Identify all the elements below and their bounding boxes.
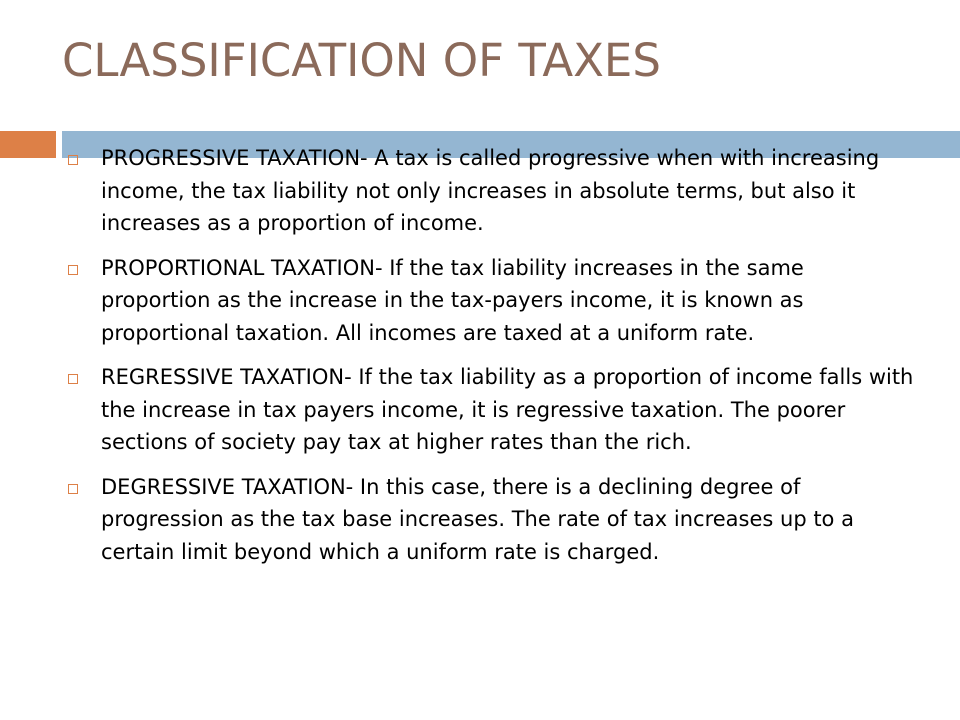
- hollow-square-bullet-icon: [68, 265, 78, 275]
- bullet-progressive-taxation: [66, 142, 918, 240]
- bullet-text: PROPORTIONAL TAXATION- If the tax liability increases in the same proportion as the increase in the tax-payers income, it is known as proportional taxation. All incomes are taxed at a uniform rate.: [101, 255, 804, 345]
- bullet-regressive-taxation: [66, 361, 918, 459]
- bullet-proportional-taxation: [66, 252, 918, 350]
- hollow-square-bullet-icon: [68, 374, 78, 384]
- bullet-degressive-taxation: [66, 471, 918, 569]
- bullet-list: [66, 142, 918, 580]
- hollow-square-bullet-icon: [68, 484, 78, 494]
- hollow-square-bullet-icon: [68, 155, 78, 165]
- accent-bar: [0, 131, 56, 158]
- bullet-text: REGRESSIVE TAXATION- If the tax liability as a proportion of income falls with the increase in tax payers income, it is regressive taxation. The poorer sections of society pay tax at higher rates than the rich.: [101, 365, 914, 454]
- bullet-text: DEGRESSIVE TAXATION- In this case, there is a declining degree of progression as the tax base increases. The rate of tax increases up to a certain limit beyond which a uniform rate is charged.: [101, 474, 854, 564]
- slide-title: CLASSIFICATION OF TAXES: [62, 34, 661, 87]
- bullet-text: PROGRESSIVE TAXATION- A tax is called progressive when with increasing income, the tax liability not only increases in absolute terms, but also it increases as a proportion of income.: [101, 146, 880, 235]
